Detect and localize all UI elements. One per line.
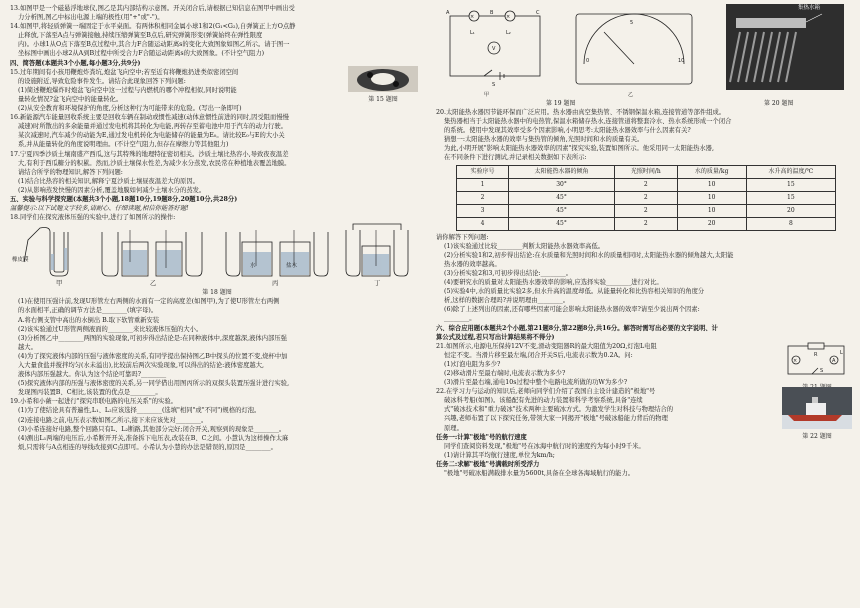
icebreaker-ship-photo-icon xyxy=(782,387,852,429)
svg-text:×: × xyxy=(793,357,798,364)
table-cell: 10 xyxy=(677,191,746,204)
question-22: 22.在学习力与运动的知识后,老师向同学们介绍了我国自主设计建造的"极地"号 破冰科考船(如图)。该船配有先进的动力装置和科学考察系统,具备"连续 式"破冰技术和"重力破冰"技术两种主要破冰方式。为激发学生对科技与物理结合的 兴趣,老师布置了以下探究任务,带领大家一同揭开"极地"号破冰船能力背后的物理 原理。 第 22 题图 xyxy=(436,387,854,432)
svg-text:A: A xyxy=(832,357,836,364)
table-cell: 1 xyxy=(457,178,509,191)
label-ding: 丁 xyxy=(374,280,381,288)
svg-text:甲: 甲 xyxy=(484,92,490,98)
table-cell: 2 xyxy=(615,204,678,217)
question-16: 16.新能源汽车能量回收系统主要是回收车辆在制动或惯性减速(动体意惯性前进的同时,因受阻而慢慢 减速)时所散出的多余能量并通过发电机将其转化为电能,再转存至蓄电池中用于汽车的动力行驶。 某次减速时,汽车减少的动能为E,通过发电机转化为电能储存的能量为E₀。请比较E₀与E的大小关 系,并从能量转化的角度说明理由。(不计空气阻力,但存在摩擦力等其他阻力) xyxy=(10,114,289,149)
task-1-question: (1)请计算其平均航行速度,单位为km/h; xyxy=(444,451,555,459)
svg-text:L₂: L₂ xyxy=(506,30,511,36)
task-2-heading: 任务二:求解"极地"号满载时所受浮力 xyxy=(436,460,540,468)
figure-22-caption: 第 22 题图 xyxy=(802,433,832,441)
question-18-intro: 18.同学们在探究液体压强的实验中,进行了如图所示的操作: xyxy=(10,214,176,222)
label-jia: 甲 xyxy=(56,280,63,288)
svg-text:×: × xyxy=(470,14,475,20)
table-cell: 2 xyxy=(615,178,678,191)
table-row xyxy=(457,178,836,191)
table-header-cell: 太阳能热水器的倾角 xyxy=(509,165,615,178)
figure-20-photo xyxy=(726,4,844,90)
question-14: 14.如图甲,将轻质弹簧一端固定于水平桌面。有两体积相同金属小球1和2(G₁<G₂),自弹簧正上方O点静 止释放,下落至A点与弹簧接触,持续压缩弹簧至B点后,研究弹簧形变(弹簧始终在弹性限度 内)。小球1从O点下落至B点过程中,其合力F合随运动距离s的变化大致图象如图乙所示。请于图一 坐标图中画出小球2从A到B过程中所受合力F合随运动距离s的大致图象。(不计空气阻力) xyxy=(10,23,296,58)
table-cell: 2 xyxy=(615,217,678,230)
question-18-parts: (1)在使用压强计前,发现U形管左右两侧的水面有一定的高度差(如图甲),为了使U形管左右两侧 的水面相平,正确的调节方法是________(填字母)。 A.将右侧支管中高出的水倒出 B.取下软管重新安装 (2)该实验通过U形管两侧液面的________来比较液体压强的大小。 (3)分析图乙中________两图的实验现象,可初步得出结论是:在同种液体中,深度越深,液体内部压强 越大。 (4)为了探究液体内部的压强与液体密度的关系,有同学提出保持图乙B中探头的位置不变,烧杯中加 入大量食盐并搅拌均匀(水未溢出),比较前后两次实验现象,可以得出的结论:液体密度越大, 液体内部压强越大。你认为这个结论可靠吗?________ (5)探究液体内部的压强与液体密度的关系,另一同学借出用图丙所示的双探头装置压强计进行实验, 发现图丙装置B、C相比,该装置的优点是________。 xyxy=(18,298,290,397)
circuit-and-voltmeter-figure xyxy=(444,4,694,98)
firecracker-photo-icon xyxy=(348,66,418,92)
figure-22 xyxy=(782,387,852,439)
table-cell: 45° xyxy=(509,191,615,204)
solar-water-heater-photo-icon xyxy=(726,4,844,90)
task-1-text: 同学们查阅资料发现,"极地"号在冰海中航行时的速度约为每小时9千米。 xyxy=(444,442,645,450)
svg-text:S: S xyxy=(820,367,824,374)
label-yi: 乙 xyxy=(150,280,157,288)
task-2-text: "极地"号破冰船满载排水量为5600t,具备在全球各海域航行的能力。 xyxy=(444,470,635,477)
table-row xyxy=(457,204,836,217)
table-cell: 2 xyxy=(457,191,509,204)
question-21: 21.如图所示,电源电压保持12V不变,滑动变阻器R的最大阻值为20Ω,灯泡L电阻 恒定不变。当滑片移至最左端,闭合开关S后,电流表示数为0.2A。问: (1)灯泡电阻为多少? (2)移动滑片至最右端时,电流表示数为多少? (3)滑片至最右端,通电10s过程中整个电路电流所做的功W为多少? R × A L S xyxy=(436,342,854,387)
table-cell: 15 xyxy=(746,178,835,191)
experiment-table xyxy=(456,165,836,231)
figure-20-caption: 第 20 题图 xyxy=(764,100,794,107)
svg-text:0: 0 xyxy=(586,58,590,64)
table-cell: 3 xyxy=(457,204,509,217)
svg-text:5: 5 xyxy=(630,20,634,26)
table-cell: 10 xyxy=(677,178,746,191)
table-row xyxy=(457,217,836,230)
svg-text:10: 10 xyxy=(678,58,685,64)
left-column xyxy=(10,4,424,452)
table-cell: 4 xyxy=(457,217,509,230)
right-column xyxy=(436,4,854,478)
water-tank-label: 集热水箱 xyxy=(798,5,821,11)
table-header-cell: 实验序号 xyxy=(457,165,509,178)
label-rubber-membrane: 橡皮膜 xyxy=(12,257,29,264)
question-15: 15.过年期间有小孩用鞭炮炸粪坑,炮盆飞向空中;若至近有将鞭炮扔进类似密闭空间 的设施附近,导致危险事件发生。请结合此现象回答下列问题: (1)简述鞭炮爆炸时炮盆飞向空中这一过程与内燃机的哪个冲程相似,同时说明能 量转化情况?盆飞向空中的能量转化。 (2)从安全教育和环境保护的角度,分析这种行为可能带来的危险。(写出一条即可) 第 15 题图 xyxy=(10,68,424,113)
table-header-cell: 水升高的温度/℃ xyxy=(746,165,835,178)
table-cell: 8 xyxy=(746,217,835,230)
table-cell: 45° xyxy=(509,217,615,230)
task-1-heading: 任务一:计算"极地"号的航行速度 xyxy=(436,433,527,441)
figure-18-caption: 第 18 题图 xyxy=(202,289,232,297)
question-13: 13.如图甲是一个磁悬浮地球仪,图乙是其内部结构示意图。开关闭合后,请根据已知信息在图甲中画出受 力分析图,图乙中标出电源上端的极性(用"+"或"-")。 xyxy=(10,5,295,22)
table-cell: 45° xyxy=(509,204,615,217)
svg-text:R: R xyxy=(814,351,818,358)
label-bing: 丙 xyxy=(272,280,279,288)
table-header-cell: 水的质量/kg xyxy=(677,165,746,178)
table-header-row xyxy=(457,165,836,178)
table-cell: 30° xyxy=(509,178,615,191)
pressure-gauge-diagram xyxy=(10,222,424,280)
question-17: 17.宁夏四季沙质土壤南盛产西瓜,这与其特殊的地理特征密切相关。沙质土壤比热容小,导致夜夜温差 大,有利于西瓜糖分的积累。然而,沙质土壤保水性差,为减少水分蒸发,农民常在种植地表覆盖地膜。 请结合所学的物理知识,解答下列问题: (1)结合比热容的相关知识,解释宁夏沙质土壤昼夜温差大的原因。 (2)从影响蒸发快慢的因素分析,覆盖地膜如何减少土壤水分的蒸发。 xyxy=(10,150,291,194)
figure-21 xyxy=(782,342,852,388)
table-header-cell: 光照时间/h xyxy=(615,165,678,178)
svg-text:乙: 乙 xyxy=(628,92,634,98)
svg-text:V: V xyxy=(492,46,496,52)
figures-19-20 xyxy=(436,4,854,108)
table-cell: 2 xyxy=(615,191,678,204)
section-6-heading-cont: 算公式及过程,若只写出计算结果将不得分) xyxy=(436,333,555,341)
table-row xyxy=(457,191,836,204)
tip-text: 温馨提示:以下试题文字较多,请耐心、仔细读题,相信你能答好题! xyxy=(10,205,189,213)
question-20-parts: 请你解答下列问题: (1)该实验通过比较________判断太阳能热水器效率高低。 (2)分析实验1和2,初步得出结论:在水质量和光照时间和水的质量相同时,太阳能热水器的倾角越大,太阳能 热水器的效率越高。 (3)分析实验2和3,可初步得出结论:________。 (4)要研究水的质量对太阳能热水器效率的影响,应选择实验________进行对比。 (5)实验4中,水的质量比实验2多,但水升高的温度却低。从能量转化和比热容相关知识的角度分 析,这样的数据合理吗?并说明理由________。 (6)除了上述列出的因素,还有哪些因素可能会影响太阳能热水器的效率?请至少说出两个因素: ________。 xyxy=(436,233,734,323)
svg-text:×: × xyxy=(506,14,511,20)
svg-text:L: L xyxy=(840,349,843,356)
section-5-heading: 五、实验与科学探究题(本题共3个小题,18题10分,19题8分,20题10分,共28分) xyxy=(10,195,238,203)
label-water: 水 xyxy=(250,263,256,270)
section-6-heading: 六、综合应用题(本题共2个小题,第21题8分,第22题8分,共16分。解答时需写出必要的文字说明、计 xyxy=(436,324,718,332)
figure-15-caption: 第 15 题图 xyxy=(368,95,398,103)
figure-18 xyxy=(10,222,424,288)
table-cell: 20 xyxy=(677,217,746,230)
table-cell: 10 xyxy=(677,204,746,217)
circuit-diagram-21 xyxy=(782,342,852,380)
section-4-heading: 四、简答题(本题共3个小题,每小题3分,共9分) xyxy=(10,59,141,67)
question-20: 20.太阳能热水器因节能环保而广泛应用。热水器由真空集热管、不锈钢保温水箱,连接管道等部件组成。 集热器相当于太阳能热水器中的电热管,保温水箱储存热水,连接管道将整套冷水、热水系统形成一个闭合 的系统。使用中发现其效率受多个因素影响,小明思考:太阳能热水器效率与什么因素有关? 猜想一:太阳能热水器的效率与集热管的倾角,光照时间和水的质量有关。 为此,小明开展"影响太阳能热水器效率的因素"探究实验,装置如图所示。他采用同一太阳能热水器, 在不同条件下进行测试,并记录相关数据如下表所示: xyxy=(436,109,732,162)
label-salt-water: 盐水 xyxy=(286,263,298,270)
table-cell: 15 xyxy=(746,191,835,204)
svg-text:C: C xyxy=(536,10,540,16)
svg-text:B: B xyxy=(490,10,494,16)
svg-text:A: A xyxy=(446,10,450,16)
question-19: 19.小希和小薇一起进行"探究串联电路的电压关系"的实验。 (1)为了使结论具有普遍性,L₁、L₂应该选择________(选填"相同"或"不同")规格的灯泡。 (2)连接电路之前,电压表示数如图乙所示,接下来应该先对________。 (3)小希连接好电路,整个回路只有L、L₂断路,其他部分完好;闭合开关,观察到的现象是________。 (4)测出L₁两端的电压后,小希断开开关,准备拆下电压表,改装在B、C之间。小慧认为这样操作太麻 烦,只需将与A点相连的导线改接到C点即可。小希认为小慧的办法是错误的,原因是________。 xyxy=(10,398,289,451)
svg-text:L₁: L₁ xyxy=(470,30,475,36)
figure-15-photo xyxy=(348,66,418,103)
figure-19-caption: 第 19 题图 xyxy=(546,100,576,107)
svg-text:S: S xyxy=(492,82,496,88)
table-cell: 20 xyxy=(746,204,835,217)
